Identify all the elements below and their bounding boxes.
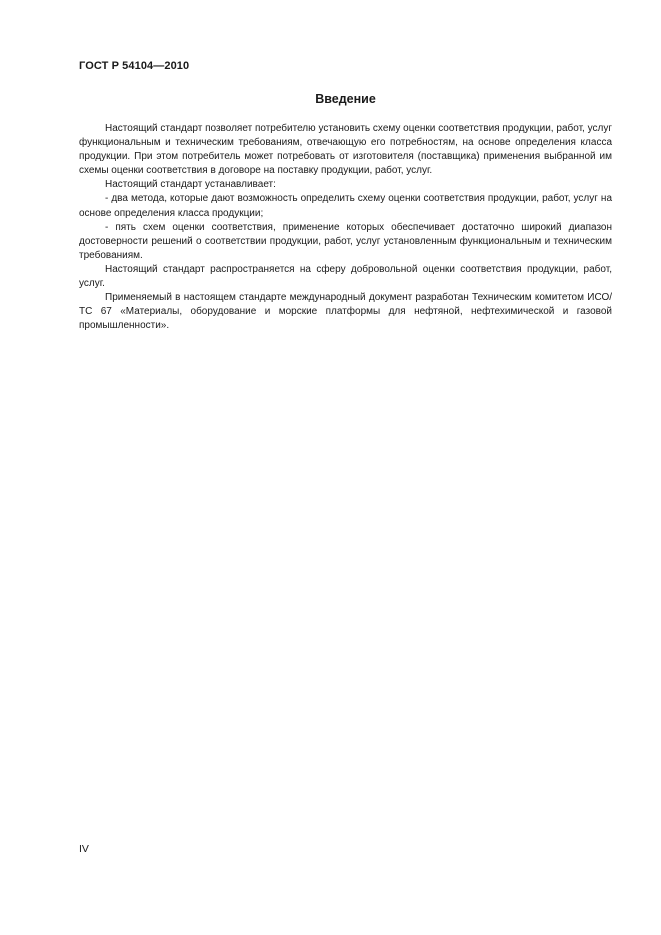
paragraph: Настоящий стандарт распространяется на сферу добровольной оценки соответствия продукции, работ, услуг. [79,263,612,290]
paragraph: Применяемый в настоящем стандарте международный документ разработан Техническим комитетом ИСО/ТС 67 «Материалы, оборудование и морские платформы для нефтяной, нефтехимической и газовой промышленности». [79,292,612,332]
list-item: - пять схем оценки соответствия, применение которых обеспечивает достаточно широкий диапазон достоверности решений о соответствии продукции, работ, услуг установленным функциональным и техническим требованиям. [79,221,612,261]
list-item: - два метода, которые дают возможность определить схему оценки соответствия продукции, работ, услуг на основе определения класса продукции; [79,193,612,219]
section-title: Введение [315,92,376,106]
document-header: ГОСТ Р 54104—2010 [79,60,190,72]
section-body [79,122,612,333]
paragraph: Настоящий стандарт устанавливает: [105,179,276,191]
paragraph: Настоящий стандарт позволяет потребителю установить схему оценки соответствия продукции, работ, услуг функциональным и техническим требованиям, отвечающую его потребностям, на основе определения класса продукции. При этом потребитель может потребовать от изготовителя (поставщика) применения выбранной им схемы оценки соответствия в договоре на поставку продукции, работ, услуг. [79,123,612,177]
page-number: IV [79,843,89,855]
